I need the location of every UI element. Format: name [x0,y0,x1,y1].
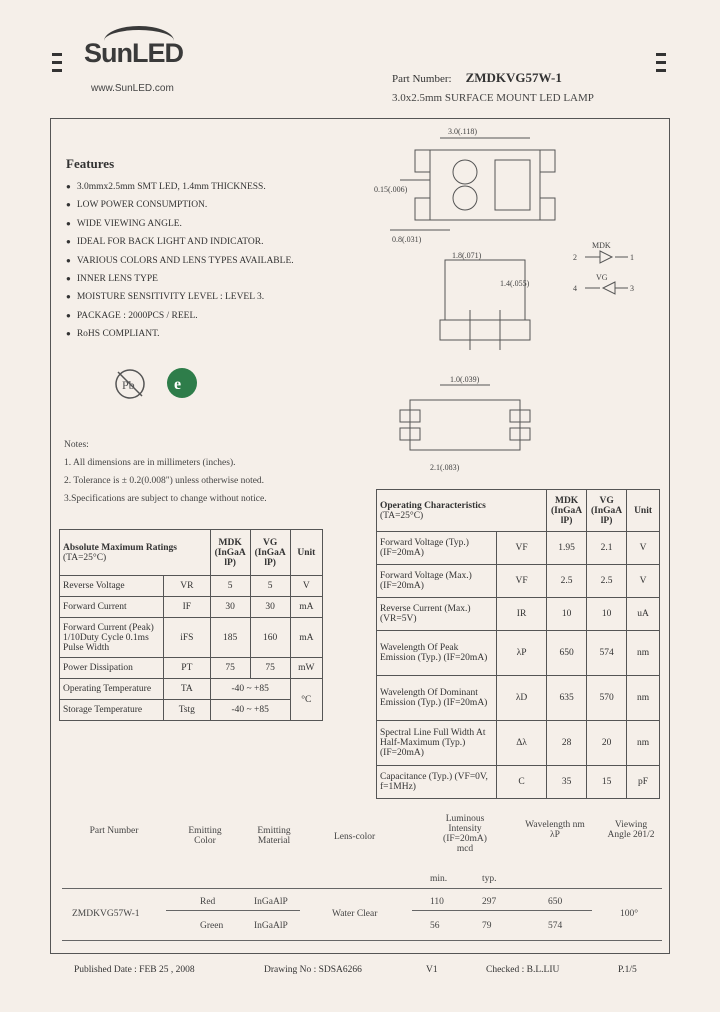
col-lens: Lens-color [334,832,376,842]
pin-2: 2 [573,253,577,262]
col-wave: Wavelength nm λP [525,820,585,840]
notes [64,436,267,508]
table-row: Operating Temperature TA -40 ~ +85 °C [60,679,323,700]
checked-by: Checked : B.L.LIU [486,965,560,975]
prod-wave: 574 [548,921,563,931]
table-row: Capacitance (Typ.) (VF=0V, f=1MHz) C 35 15 pF [377,766,660,799]
part-number-line [392,70,562,86]
col-view: Viewing Angle 2θ1/2 [607,820,655,840]
feature-item: ● MOISTURE SENSITIVITY LEVEL : LEVEL 3. [66,288,294,306]
dim-c: 1.0(.039) [450,375,480,384]
feature-item: ● WIDE VIEWING ANGLE. [66,215,294,233]
table-row: Forward Current (Peak) 1/10Duty Cycle 0.1ms Pulse Width iFS 185 160 mA [60,618,323,658]
amr-col-vg: VG (InGaA lP) [250,530,290,576]
table-row: Reverse Voltage VR 5 5 V [60,576,323,597]
feature-item: ● 3.0mmx2.5mm SMT LED, 1.4mm THICKNESS. [66,178,294,196]
part-number: ZMDKVG57W-1 [465,70,562,85]
page-number: P.1/5 [618,965,637,975]
col-part: Part Number [89,826,139,836]
table-row: Spectral Line Full Width At Half-Maximum (Typ.) (IF=20mA) Δλ 28 20 nm [377,721,660,766]
col-typ: typ. [482,874,497,884]
feature-item: ● VARIOUS COLORS AND LENS TYPES AVAILABLE. [66,252,294,270]
svg-text:Pb: Pb [122,378,135,392]
dim-side: 0.15(.006) [374,185,408,194]
brand-logo: SunLED [84,38,183,68]
note-item: 1. All dimensions are in millimeters (inches). [64,458,236,468]
amr-col-mdk: MDK (InGaA lP) [210,530,250,576]
compliance-icons [112,365,202,405]
feature-item: ● INNER LENS TYPE [66,270,294,288]
mdk-label: MDK [592,241,611,250]
table-row: Forward Current IF 30 30 mA [60,597,323,618]
prod-wave: 650 [548,897,563,907]
feature-item: ● LOW POWER CONSUMPTION. [66,196,294,214]
col-emit-mat: Emitting Material [257,826,291,846]
dim-bot: 0.8(.031) [392,235,422,244]
part-subtitle: 3.0x2.5mm SURFACE MOUNT LED LAMP [392,92,594,104]
abs-max-table [59,529,323,721]
oc-col-unit: Unit [627,490,660,532]
part-label: Part Number: [392,73,452,85]
table-row: Forward Voltage (Typ.) (IF=20mA) VF 1.95 2.1 V [377,532,660,565]
table-row: Wavelength Of Dominant Emission (Typ.) (IF=20mA) λD 635 570 nm [377,676,660,721]
oc-cond: (TA=25°C) [380,510,424,521]
note-item: 2. Tolerance is ± 0.2(0.008") unless otherwise noted. [64,476,265,486]
features-title: Features [66,156,115,171]
svg-text:e: e [174,376,182,393]
features-list [66,178,294,344]
oc-col-vg: VG (InGaA lP) [587,490,627,532]
prod-lens: Water Clear [332,909,378,919]
table-row: Wavelength Of Peak Emission (Typ.) (IF=20mA) λP 650 574 nm [377,631,660,676]
note-item: 3.Specifications are subject to change without notice. [64,494,267,504]
website: www.SunLED.com [91,83,174,94]
eco-icon [167,368,197,398]
prod-color: Green [200,921,224,931]
table-row: Reverse Current (Max.) (VR=5V) IR 10 10 uA [377,598,660,631]
col-min: min. [430,874,448,884]
table-row: Forward Voltage (Max.) (IF=20mA) VF 2.5 2.5 V [377,565,660,598]
amr-cond: (TA=25°C) [63,552,107,563]
dim-top: 3.0(.118) [448,127,478,136]
prod-view: 100° [620,909,639,919]
left-marks [52,53,62,77]
oc-col-mdk: MDK (InGaA lP) [547,490,587,532]
notes-title: Notes: [64,440,89,450]
package-diagram [370,120,660,480]
table-row: Power Dissipation PT 75 75 mW [60,658,323,679]
op-char-table [376,489,660,799]
feature-item: ● IDEAL FOR BACK LIGHT AND INDICATOR. [66,233,294,251]
vg-label: VG [596,273,608,282]
feature-item: ● RoHS COMPLIANT. [66,325,294,343]
right-marks [656,53,666,77]
prod-mat: InGaAlP [254,921,288,931]
prod-part: ZMDKVG57W-1 [72,909,140,919]
dim-d: 2.1(.083) [430,463,460,472]
amr-col-unit: Unit [290,530,322,576]
amr-title: Absolute Maximum Ratings [63,542,178,553]
prod-min: 56 [430,921,440,931]
prod-typ: 297 [482,897,497,907]
pin-1: 1 [630,253,634,262]
published-date: Published Date : FEB 25 , 2008 [74,965,195,975]
feature-item: ● PACKAGE : 2000PCS / REEL. [66,307,294,325]
dim-b: 1.4(.055) [500,279,530,288]
prod-mat: InGaAlP [254,897,288,907]
oc-title: Operating Characteristics [380,500,486,511]
pin-3: 3 [630,284,634,293]
prod-typ: 79 [482,921,492,931]
table-row: Storage Temperature Tstg -40 ~ +85 [60,700,323,721]
dim-a: 1.8(.071) [452,251,482,260]
col-emit-color: Emitting Color [188,826,222,846]
prod-min: 110 [430,897,444,907]
pin-4: 4 [573,284,577,293]
prod-color: Red [200,897,216,907]
col-lum: Luminous Intensity (IF=20mA) mcd [443,814,487,854]
version: V1 [426,965,438,975]
drawing-no: Drawing No : SDSA6266 [264,965,362,975]
